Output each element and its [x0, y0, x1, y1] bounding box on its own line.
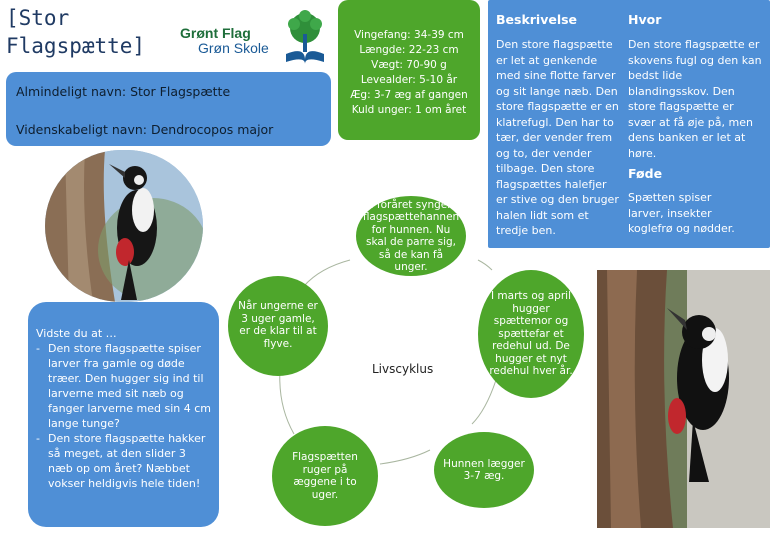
names-box [6, 72, 331, 146]
tree-book-logo-icon [282, 10, 328, 66]
logo-line2: Grøn Skole [198, 40, 269, 56]
did-you-know-item: - Den store flagspætte spiser larver fra gamle og døde træer. Den hugger sig ind til larverne med sit næb og fanger larverne med sin 4 cm lange tunge? [36, 341, 211, 431]
logo-line1: Grønt Flag [180, 25, 251, 41]
cycle-label: Livscyklus [372, 362, 434, 376]
woodpecker-photo-1 [45, 150, 203, 302]
fact-broods: Kuld unger: 1 om året [351, 104, 467, 116]
fact-weight: Vægt: 70-90 g [371, 59, 447, 71]
cycle-brooding: Flagspætten ruger på æggene i to uger. [272, 426, 378, 526]
did-you-know-item: - Den store flagspætte hakker så meget, at den slider 3 næb op om året? Næbbet vokser heldigvis hele tiden! [36, 431, 211, 491]
gront-flag-logo [180, 26, 269, 56]
hvor-heading: Hvor [628, 12, 662, 27]
cycle-spring-song: I foråret synger flagspættehannen for hunnen. Nu skal de parre sig, så de kan få unger. [356, 196, 466, 276]
fode-heading: Føde [628, 166, 663, 181]
fact-lifespan: Levealder: 5-10 år [360, 74, 458, 86]
cycle-eggs: Hunnen lægger 3-7 æg. [434, 432, 534, 508]
cycle-fledging: Når ungerne er 3 uger gamle, er de klar til at flyve. [228, 276, 328, 376]
fode-text: Spætten spiser larver, insekter koglefrø og nødder. [628, 191, 735, 235]
info-box [488, 0, 770, 248]
cycle-nest-hole: I marts og april hugger spættemor og spættefar et redehul ud. De hugger et nyt redehul hver år. [478, 270, 584, 398]
woodpecker-photo-2 [597, 270, 770, 528]
beskrivelse-heading: Beskrivelse [496, 12, 578, 27]
fact-length: Længde: 22-23 cm [359, 44, 459, 56]
did-you-know-heading: Vidste du at … [36, 327, 117, 340]
hvor-text: Den store flagspætte er skovens fugl og den kan bedst lide blandingsskov. Den store flagspætte er svær at få øje på, men dens banken er let at høre. [628, 38, 762, 160]
scientific-name: Videnskabeligt navn: Dendrocopos major [16, 122, 274, 137]
page-title: [Stor Flagspætte] [6, 6, 146, 58]
common-name: Almindeligt navn: Stor Flagspætte [16, 84, 231, 99]
did-you-know-box [28, 302, 219, 527]
facts-box [338, 0, 480, 140]
beskrivelse-text: Den store flagspætte er let at genkende med sine flotte farver og sit lange næb. Den store flagspætte er en klatrefugl. Den har to tær, der vender frem og to, der vender tilbage. Den store flagspættes halefjer er stive og den bruger halen lidt som et tredje ben. [496, 38, 619, 237]
fact-wingspan: Vingefang: 34-39 cm [354, 29, 464, 41]
fact-eggs: Æg: 3-7 æg af gangen [350, 89, 468, 101]
